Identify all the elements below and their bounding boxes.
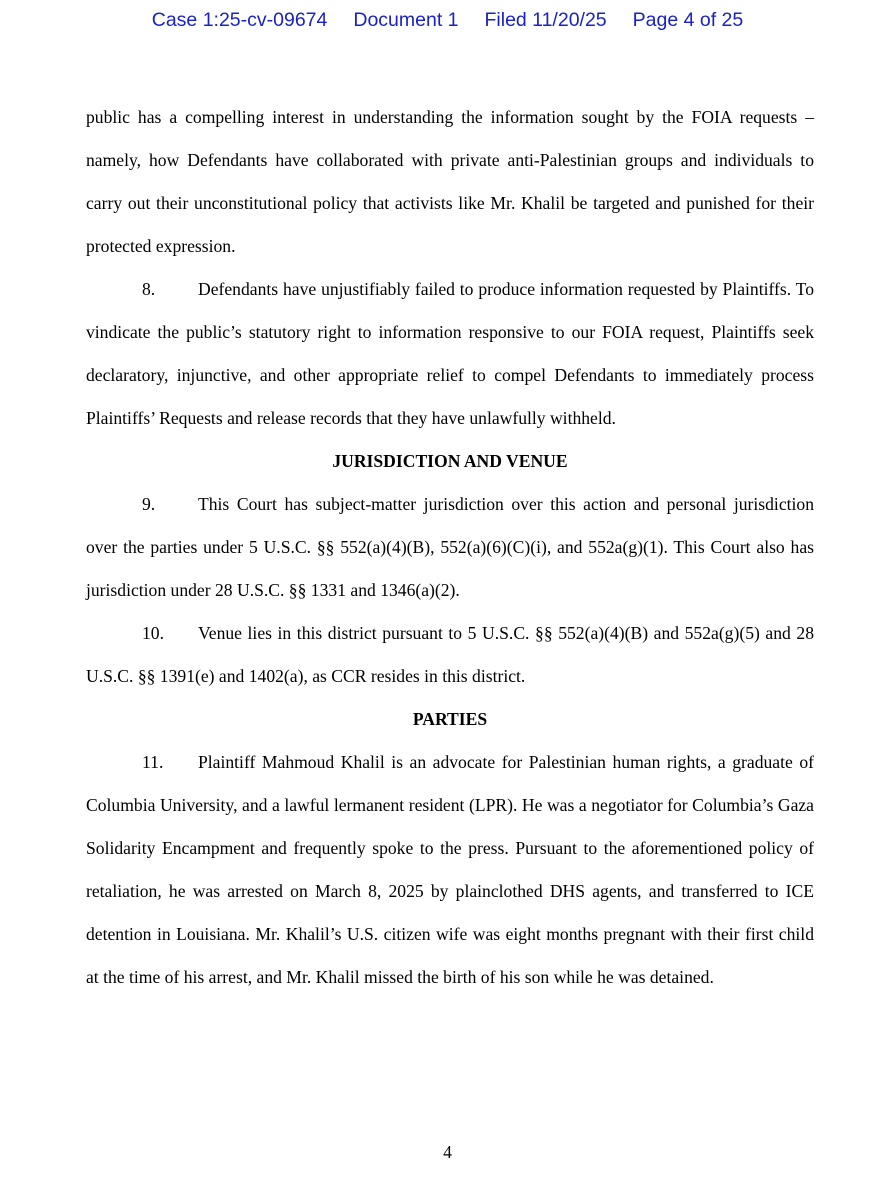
paragraph-number: 10. <box>142 623 164 643</box>
document-body <box>86 96 814 999</box>
ecf-filing-header <box>0 9 895 32</box>
paragraph-11 <box>86 741 814 999</box>
paragraph-number: 8. <box>142 279 156 299</box>
page-number: 4 <box>443 1142 452 1162</box>
paragraph-9 <box>86 483 814 612</box>
section-heading-parties: PARTIES <box>412 709 488 729</box>
paragraph-number: 9. <box>142 494 156 514</box>
case-number: Case 1:25-cv-09674 <box>151 9 328 31</box>
filed-date: Filed 11/20/25 <box>484 9 607 31</box>
paragraph-7-continuation <box>86 96 814 268</box>
paragraph-10 <box>86 612 814 698</box>
paragraph-text: Venue lies in this district pursuant to 5 U.S.C. §§ 552(a)(4)(B) and 552a(g)(5) and 28 U.S.C. §§ 1391(e) and 1402(a), as CCR resides in this district. <box>86 623 814 686</box>
paragraph-8 <box>86 268 814 440</box>
page-indicator: Page 4 of 25 <box>632 9 744 31</box>
paragraph-number: 11. <box>142 752 164 772</box>
paragraph-text: Plaintiff Mahmoud Khalil is an advocate for Palestinian human rights, a graduate of Columbia University, and a lawful lermanent resident (LPR). He was a negotiator for Columbia’s Gaza Solidarity Encampment and frequently spoke to the press. Pursuant to the aforementioned policy of retaliation, he was arrested on March 8, 2025 by plainclothed DHS agents, and transferred to ICE detention in Louisiana. Mr. Khalil’s U.S. citizen wife was eight months pregnant with their first child at the time of his arrest, and Mr. Khalil missed the birth of his son while he was detained. <box>86 752 814 987</box>
paragraph-text: Defendants have unjustifiably failed to produce information requested by Plaintiffs. To vindicate the public’s statutory right to information responsive to our FOIA request, Plaintiffs seek declaratory, injunctive, and other appropriate relief to compel Defendants to immediately process Plaintiffs’ Requests and release records that they have unlawfully withheld. <box>86 279 814 428</box>
section-heading-jurisdiction: JURISDICTION AND VENUE <box>332 451 568 471</box>
paragraph-text: This Court has subject-matter jurisdiction over this action and personal jurisdiction over the parties under 5 U.S.C. §§ 552(a)(4)(B), 552(a)(6)(C)(i), and 552a(g)(1). This Court also has jurisdiction under 28 U.S.C. §§ 1331 and 1346(a)(2). <box>86 494 814 600</box>
paragraph-text: public has a compelling interest in understanding the information sought by the FOIA requests – namely, how Defendants have collaborated with private anti-Palestinian groups and individuals to carry out their unconstitutional policy that activists like Mr. Khalil be targeted and punished for their protected expression. <box>86 107 814 256</box>
document-number: Document 1 <box>353 9 459 31</box>
